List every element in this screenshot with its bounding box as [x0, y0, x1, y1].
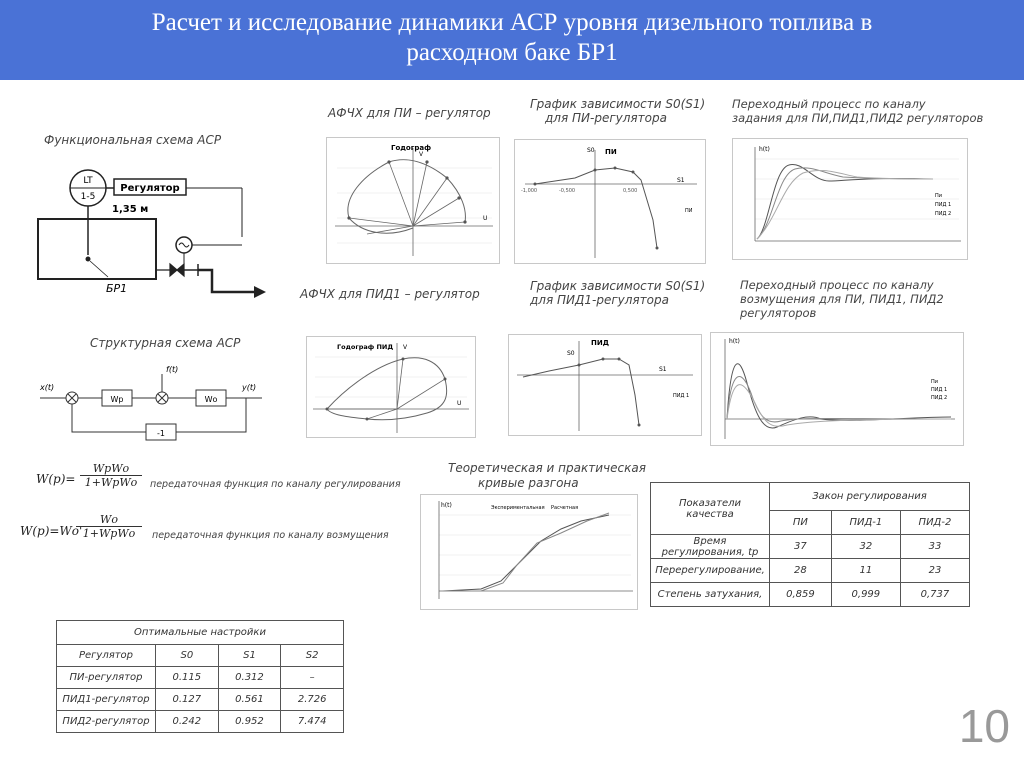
- s0s1-pid-caption-2: для ПИД1-регулятора: [530, 293, 669, 307]
- svg-text:0,500: 0,500: [623, 188, 638, 194]
- settings-table-title: Оптимальные настройки: [57, 621, 344, 645]
- table-row: [57, 667, 344, 689]
- acceleration-curves-legend-2: Расчетная: [551, 505, 579, 511]
- acceleration-curves-chart: [420, 494, 638, 610]
- formula-1-denominator: 1+WрWо: [84, 476, 138, 489]
- block-regulator: Wр: [110, 395, 124, 404]
- quality-col-0: ПИ: [770, 511, 832, 535]
- s0s1-pid-legend: ПИД 1: [673, 393, 690, 399]
- structural-scheme-caption: Структурная схема АСР: [90, 336, 241, 350]
- table-row: [57, 689, 344, 711]
- quality-row-2-label: Степень затухания,: [651, 583, 770, 607]
- output-label: y(t): [242, 383, 257, 392]
- settings-row-1-2: 0.561: [218, 689, 281, 711]
- quality-row-0-val-0: 37: [770, 535, 832, 559]
- hodograph-pi-v-label: V: [419, 151, 424, 158]
- svg-text:-0,500: -0,500: [559, 188, 576, 194]
- table-row: [651, 583, 970, 607]
- quality-row-1-val-0: 28: [770, 559, 832, 583]
- functional-scheme-diagram: [20, 155, 340, 315]
- s0s1-pid-s0-label: S0: [567, 350, 575, 357]
- settings-row-2-3: 7.474: [281, 711, 344, 733]
- settings-col-1: S0: [156, 645, 219, 667]
- quality-col-1: ПИД-1: [831, 511, 900, 535]
- structural-scheme-diagram: [36, 360, 296, 450]
- formula-1: [36, 472, 75, 486]
- title-bar: [0, 0, 1024, 80]
- transient-task-legend-2: ПИД 1: [935, 202, 952, 208]
- table-row: [57, 711, 344, 733]
- settings-col-2: S1: [218, 645, 281, 667]
- settings-row-1-0: ПИД1-регулятор: [57, 689, 156, 711]
- svg-text:-1,000: -1,000: [521, 188, 538, 194]
- quality-col-2: ПИД-2: [900, 511, 969, 535]
- settings-row-0-2: 0.312: [218, 667, 281, 689]
- formula-1-lhs: W(p)=: [36, 472, 76, 486]
- trans-dist-caption-2: возмущения для ПИ, ПИД1, ПИД2: [740, 292, 944, 306]
- quality-row-1-val-1: 11: [831, 559, 900, 583]
- formula-2-denominator: 1+WрWо: [82, 527, 136, 540]
- block-object: Wо: [204, 395, 218, 404]
- s0s1-pi-caption-1: График зависимости S0(S1): [530, 97, 706, 111]
- quality-table-header-group: Закон регулирования: [770, 483, 970, 511]
- sensor-label-1: LT: [83, 176, 93, 186]
- s0s1-pi-s1-label: S1: [677, 177, 685, 184]
- hodograph-pid-u-label: U: [457, 400, 462, 407]
- transient-task-legend-3: ПИД 2: [935, 211, 952, 217]
- curves-caption-1: Теоретическая и практическая: [448, 461, 646, 475]
- settings-row-1-1: 0.127: [156, 689, 219, 711]
- tank-label: БР1: [106, 282, 128, 295]
- acceleration-curves-legend-1: Экспериментальная: [491, 505, 545, 511]
- feedback-block: -1: [157, 429, 165, 438]
- table-row: [651, 559, 970, 583]
- transient-disturbance-chart: [710, 332, 964, 446]
- transient-disturbance-legend-2: ПИД 1: [931, 387, 948, 393]
- trans-dist-caption-3: регуляторов: [740, 306, 817, 320]
- quality-row-0-val-2: 33: [900, 535, 969, 559]
- s0s1-pid-caption-1: График зависимости S0(S1): [530, 279, 706, 293]
- formula-1-description: передаточная функция по каналу регулирования: [150, 479, 401, 490]
- settings-row-0-1: 0.115: [156, 667, 219, 689]
- quality-row-2-val-1: 0,999: [831, 583, 900, 607]
- disturb-label: f(t): [166, 365, 179, 374]
- quality-row-2-val-2: 0,737: [900, 583, 969, 607]
- hodograph-pid-title: Годограф ПИД: [337, 343, 394, 351]
- formula-2-numerator: Wо: [76, 513, 142, 527]
- page-number: 10: [958, 700, 1010, 752]
- formula-1-fraction: [80, 462, 142, 489]
- hodograph-pi-chart: [326, 137, 500, 264]
- formula-2-description: передаточная функция по каналу возмущения: [152, 530, 389, 541]
- hodograph-pid-v-label: V: [403, 344, 408, 351]
- settings-row-0-0: ПИ-регулятор: [57, 667, 156, 689]
- settings-row-2-2: 0.952: [218, 711, 281, 733]
- input-label: x(t): [40, 383, 55, 392]
- quality-row-1-val-2: 23: [900, 559, 969, 583]
- formula-2-lhs: W(p)=Wо': [20, 524, 83, 538]
- transient-disturbance-legend-3: ПИД 2: [931, 395, 948, 401]
- table-row: [651, 535, 970, 559]
- title-line-1: Расчет и исследование динамики АСР уровня дизельного топлива в: [151, 9, 873, 36]
- title-line-2: расходном баке БР1: [406, 39, 618, 66]
- s0s1-pi-chart: [514, 139, 706, 264]
- s0s1-pid-s1-label: S1: [659, 366, 667, 373]
- transient-task-chart: [732, 138, 968, 260]
- afch-pid1-caption: АФЧХ для ПИД1 – регулятор: [300, 287, 480, 301]
- formula-2-fraction: [76, 513, 142, 540]
- quality-row-0-label: Время регулирования, tр: [651, 535, 770, 559]
- regulator-label: Регулятор: [120, 183, 180, 194]
- s0s1-pi-title: ПИ: [605, 148, 617, 156]
- transient-disturbance-legend-1: Пи: [931, 379, 939, 385]
- settings-col-0: Регулятор: [57, 645, 156, 667]
- settings-table: [56, 620, 344, 733]
- s0s1-pid-chart: [508, 334, 702, 436]
- trans-task-caption-1: Переходный процесс по каналу: [732, 97, 926, 111]
- quality-row-1-label: Перерегулирование,: [651, 559, 770, 583]
- quality-table: [650, 482, 970, 607]
- acceleration-curves-ylabel: h(t): [441, 502, 452, 509]
- quality-row-2-val-0: 0,859: [770, 583, 832, 607]
- trans-dist-caption-1: Переходный процесс по каналу: [740, 278, 934, 292]
- transient-task-ylabel: h(t): [759, 146, 770, 153]
- settings-row-2-0: ПИД2-регулятор: [57, 711, 156, 733]
- curves-caption-2: кривые разгона: [478, 476, 579, 490]
- s0s1-pi-caption-2: для ПИ-регулятора: [545, 111, 667, 125]
- hodograph-pid-chart: [306, 336, 476, 438]
- quality-row-0-val-1: 32: [831, 535, 900, 559]
- settings-col-3: S2: [281, 645, 344, 667]
- level-label: 1,35 м: [112, 204, 149, 215]
- transient-disturbance-ylabel: h(t): [729, 338, 740, 345]
- quality-table-header-left: Показатели качества: [651, 483, 770, 535]
- settings-row-1-3: 2.726: [281, 689, 344, 711]
- hodograph-pi-title: Годограф: [391, 144, 432, 152]
- settings-row-2-1: 0.242: [156, 711, 219, 733]
- trans-task-caption-2: задания для ПИ,ПИД1,ПИД2 регуляторов: [732, 111, 984, 125]
- afch-pi-caption: АФЧХ для ПИ – регулятор: [328, 106, 491, 120]
- hodograph-pi-u-label: U: [483, 215, 488, 222]
- settings-row-0-3: –: [281, 667, 344, 689]
- functional-scheme-caption: Функциональная схема АСР: [44, 133, 222, 147]
- s0s1-pi-s0-label: S0: [587, 147, 595, 154]
- transient-task-legend-1: Пи: [935, 193, 943, 199]
- sensor-label-2: 1-5: [80, 192, 96, 202]
- formula-1-numerator: WрWо: [80, 462, 142, 476]
- s0s1-pi-legend: ПИ: [685, 208, 693, 214]
- s0s1-pid-title: ПИД: [591, 339, 609, 347]
